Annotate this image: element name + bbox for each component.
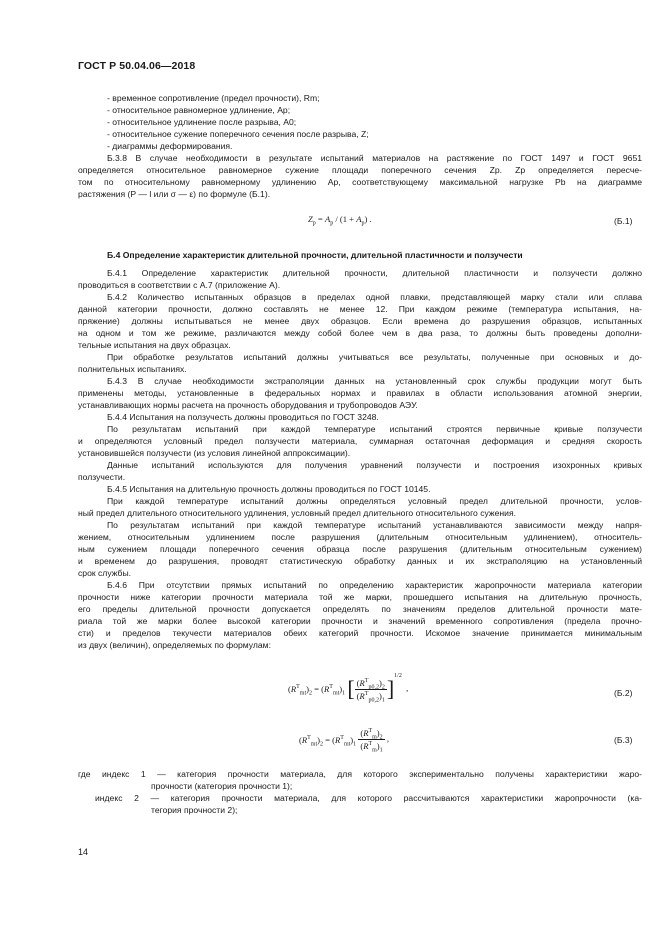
paragraph-line: По результатам испытаний при каждой температуре испытаний устанавливаются зависимости между напря- (107, 520, 642, 530)
formula-b3-number: (Б.3) (614, 735, 633, 745)
paragraph-line: Б.4.5 Испытания на длительную прочность должны проводиться по ГОСТ 10145. (107, 484, 431, 494)
formula-b2-number: (Б.2) (614, 688, 633, 698)
paragraph-line: полнительных испытаниях. (78, 364, 187, 374)
paragraph-line: Б.4.1 Определение характеристик длительной прочности, длительной пластичности и ползучести должно (107, 268, 642, 278)
paragraph-line: проводиться в соответствии с А.7 (приложение А). (78, 280, 281, 290)
formula-b1-number: (Б.1) (614, 216, 633, 226)
list-item: - временное сопротивление (предел прочности), Rm; (107, 93, 320, 103)
paragraph-line: риала той же марки более высокой категории прочности и значений временного сопротивления (предела прочно- (78, 616, 642, 626)
paragraph-line: прочности ниже категории прочности материала той же марки, прошедшего испытания на длительную прочность, (78, 592, 642, 602)
paragraph-line: растяжения (P — l или σ — ε) по формуле (Б.1). (78, 189, 271, 199)
paragraph-line: срок службы. (78, 568, 132, 578)
paragraph-line: жением, относительным удлинением после разрушения (длительным относительным удлинением), относитель- (78, 532, 642, 542)
formula-b2: $(R^T_{mt})_2 = (R^T_{mt})_1$ [ $\frac{(R^T_{p0,2})_2}{(R^T_{p0,2})_1}$ ]$^{1/2}$ , (288, 673, 409, 704)
paragraph-line: установившейся ползучести (из условия линейной аппроксимации). (78, 448, 351, 458)
paragraph-line: данной категории прочности, должно составлять не менее 12. При каждом режиме (температура испытания, на- (78, 304, 642, 314)
formula-b1: $Z_p = A_p / (1 + A_p)$ . (308, 214, 372, 227)
paragraph-line: тельные испытания на двух образцах. (78, 340, 231, 350)
paragraph-line: При каждой температуре испытаний должны определяться условный предел длительной прочности, услов- (107, 496, 642, 506)
paragraph-line: применены методы, установленные в федеральных нормах и правилах в области использования атомной энергии, (78, 388, 642, 398)
page-number: 14 (78, 847, 89, 857)
list-item: - относительное сужение поперечного сечения после разрыва, Z; (107, 129, 369, 139)
paragraph-line: Б.4.4 Испытания на ползучесть должны проводиться по ГОСТ 3248. (107, 412, 379, 422)
paragraph-line: том по относительному равномерному удлинению Ap, соответствующему максимальной нагрузке Pb на диаграмме (78, 177, 642, 187)
legend-line: тегория прочности 2); (151, 805, 238, 815)
paragraph-line: на одном и том же режиме, различаются между собой более чем в два раза, то должны быть проведены дополни- (78, 328, 642, 338)
paragraph-line: Б.3.8 В случае необходимости в результате испытаний материалов на растяжение по ГОСТ 1497 и ГОСТ 9651 (107, 153, 642, 163)
paragraph-line: и определяются условный предел ползучести материала, суммарная остаточная деформация и средняя скорость (78, 436, 642, 446)
paragraph-line: его пределы длительной прочности допускается определять по значениям пределов длительной прочности мате- (78, 604, 642, 614)
paragraph-line: ползучести. (78, 472, 126, 482)
paragraph-line: определяется относительное равномерное сужение площади поперечного сечения Zp. Zp определяется пересче- (78, 165, 642, 175)
legend-line: где индекс 1 — категория прочности материала, для которого экспериментально получены характеристики жаро- (78, 769, 642, 779)
paragraph-line: По результатам испытаний при каждой температуре испытаний строятся первичные кривые ползучести (107, 424, 642, 434)
paragraph-line: устанавливающих нормы расчета на прочность оборудования и трубопроводов АЭУ. (78, 400, 418, 410)
formula-b3: $(R^T_{mt})_2 = (R^T_{mt})_1$ $\frac{(R^T_m)_2}{(R^T_m)_1}$ , (299, 728, 389, 754)
paragraph-line: из двух (величин), определяемых по формулам: (78, 640, 271, 650)
paragraph-line: ным сужением площади поперечного сечения образца после разрушения (длительным относительным сужением) (78, 544, 642, 554)
section-heading: Б.4 Определение характеристик длительной прочности, длительной пластичности и ползучести (107, 250, 523, 260)
paragraph-line: Б.4.2 Количество испытанных образцов в пределах одной плавки, представляющей марку стали или сплава (107, 292, 642, 302)
legend-line: прочности (категория прочности 1); (151, 781, 293, 791)
document-header: ГОСТ Р 50.04.06—2018 (78, 60, 196, 72)
paragraph-line: пряжение) должны испытываться не менее двух образцов. Если времена до разрушения образцов, испытанных (78, 316, 642, 326)
paragraph-line: ный предел длительного относительного удлинения, условный предел длительного относительного сужения. (78, 508, 516, 518)
list-item: - относительное равномерное удлинение, Ap; (107, 105, 291, 115)
list-item: - относительное удлинение после разрыва, A0; (107, 117, 297, 127)
paragraph-line: и временем до разрушения, проводят статистическую обработку данных и их экстраполяцию на установленный (78, 556, 642, 566)
paragraph-line: При обработке результатов испытаний должны учитываться все результаты, полученные при основных и до- (107, 352, 642, 362)
list-item: - диаграммы деформирования. (107, 141, 233, 151)
paragraph-line: Данные испытаний используются для получения уравнений ползучести и построения изохронных кривых (107, 460, 642, 470)
paragraph-line: Б.4.3 В случае необходимости экстраполяции данных на установленный срок службы продукции могут быть (107, 376, 642, 386)
paragraph-line: сти) и пределов текучести материалов обеих категорий прочности. Искомое значение принимается минимальным (78, 628, 642, 638)
paragraph-line: Б.4.6 При отсутствии прямых испытаний по определению характеристик жаропрочности материала категории (107, 580, 642, 590)
legend-line: индекс 2 — категория прочности материала, для которого рассчитываются характеристики жаропрочности (ка- (95, 793, 642, 803)
